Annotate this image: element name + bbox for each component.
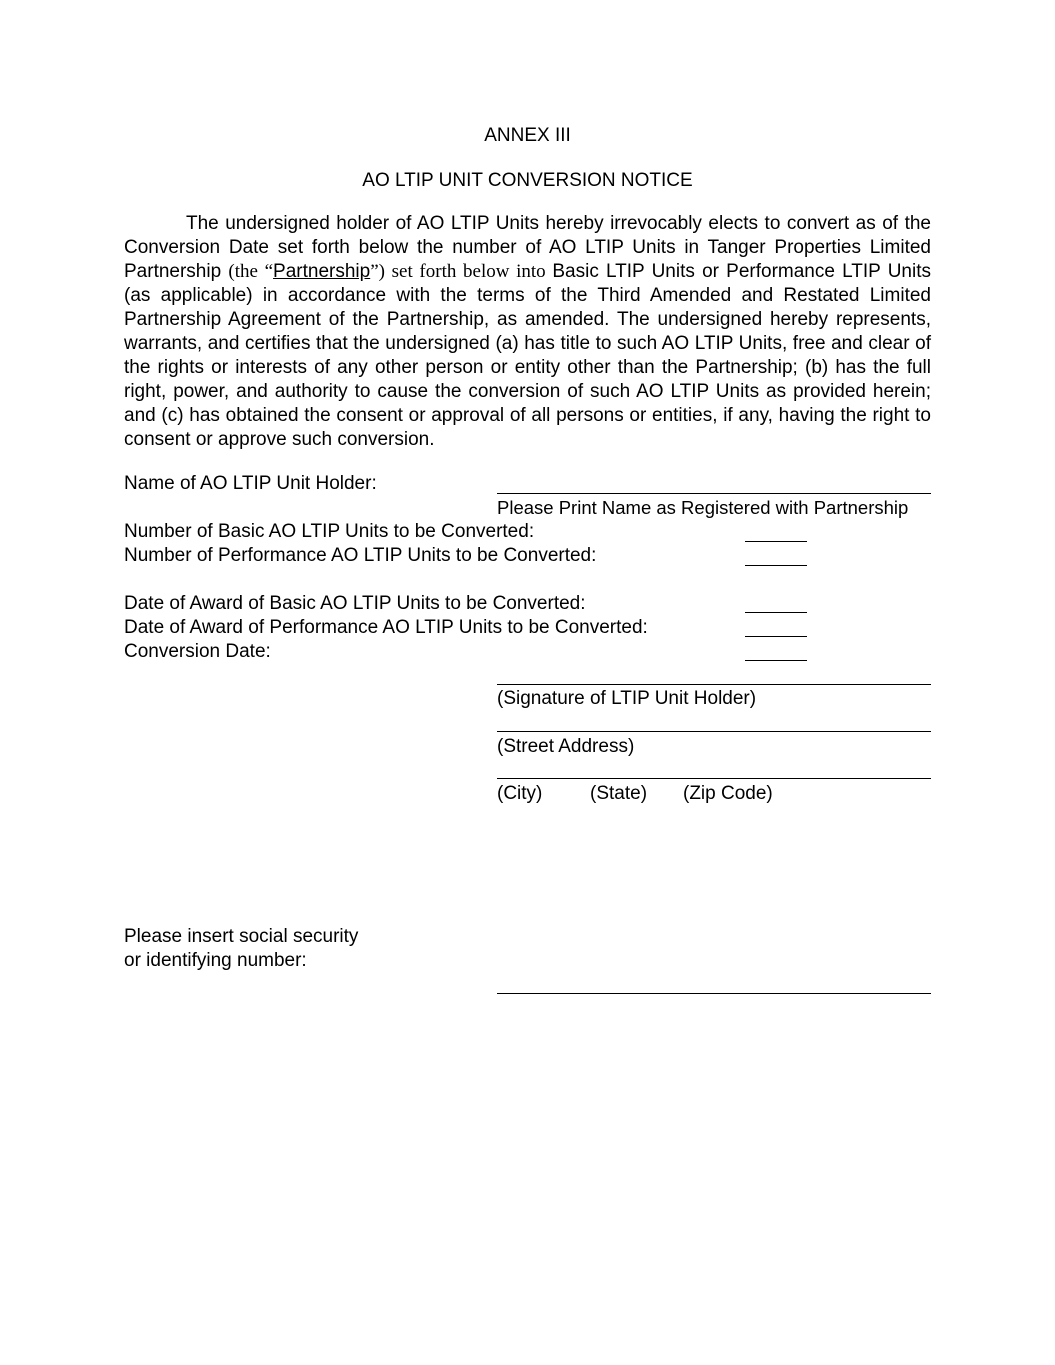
conversion-date-field[interactable] — [745, 660, 807, 661]
signature-label: (Signature of LTIP Unit Holder) — [497, 688, 757, 709]
state-label: (State) — [590, 783, 648, 804]
basic-award-date-label: Date of Award of Basic AO LTIP Units to be Converted: — [124, 593, 586, 614]
performance-units-field[interactable] — [745, 565, 807, 566]
page-title: AO LTIP UNIT CONVERSION NOTICE — [362, 170, 693, 191]
ssn-label-line2: or identifying number: — [124, 950, 307, 971]
paragraph-paren-open: (the “ — [228, 261, 274, 282]
basic-award-date-field[interactable] — [745, 612, 807, 613]
paragraph-part1: The undersigned holder of AO LTIP Units hereby irrevocably elects to convert as of the Conversion Date set forth below the number of AO LTIP Units in Tanger Properties Limited Partnership — [124, 213, 931, 282]
street-address-field[interactable] — [497, 731, 931, 732]
paragraph-paren-close: ”) set forth below into — [370, 261, 553, 282]
zip-code-label: (Zip Code) — [683, 783, 773, 804]
basic-units-label: Number of Basic AO LTIP Units to be Converted: — [124, 521, 535, 542]
street-address-label: (Street Address) — [497, 736, 635, 757]
signature-field[interactable] — [497, 684, 931, 685]
holder-name-label: Name of AO LTIP Unit Holder: — [124, 473, 377, 494]
performance-award-date-field[interactable] — [745, 636, 807, 637]
holder-name-field[interactable] — [497, 493, 931, 494]
city-state-zip-field[interactable] — [497, 778, 931, 779]
paragraph-part2: Basic LTIP Units or Performance LTIP Units (as applicable) in accordance with the terms of the Third Amended and Restated Limited Partnership Agreement of the Partnership, as amended. The undersigned hereby represents, warrants, and certifies that the undersigned (a) has title to such AO LTIP Units, free and clear of the rights or interests of any other person or entity other than the Partnership; (b) has the full right, power, and authority to cause the conversion of such AO LTIP Units as provided herein; and (c) has obtained the consent or approval of all persons or entities, if any, having the right to consent or approve such conversion. — [124, 261, 931, 450]
ssn-label-line1: Please insert social security — [124, 926, 359, 947]
ssn-field[interactable] — [497, 993, 931, 994]
city-label: (City) — [497, 783, 543, 804]
performance-units-label: Number of Performance AO LTIP Units to be Converted: — [124, 545, 597, 566]
body-paragraph — [124, 212, 931, 452]
performance-award-date-label: Date of Award of Performance AO LTIP Units to be Converted: — [124, 617, 648, 638]
basic-units-field[interactable] — [745, 541, 807, 542]
holder-name-hint: Please Print Name as Registered with Partnership — [497, 497, 909, 518]
defined-term-partnership: Partnership — [273, 261, 371, 282]
conversion-date-label: Conversion Date: — [124, 641, 271, 662]
annex-heading: ANNEX III — [484, 125, 571, 146]
